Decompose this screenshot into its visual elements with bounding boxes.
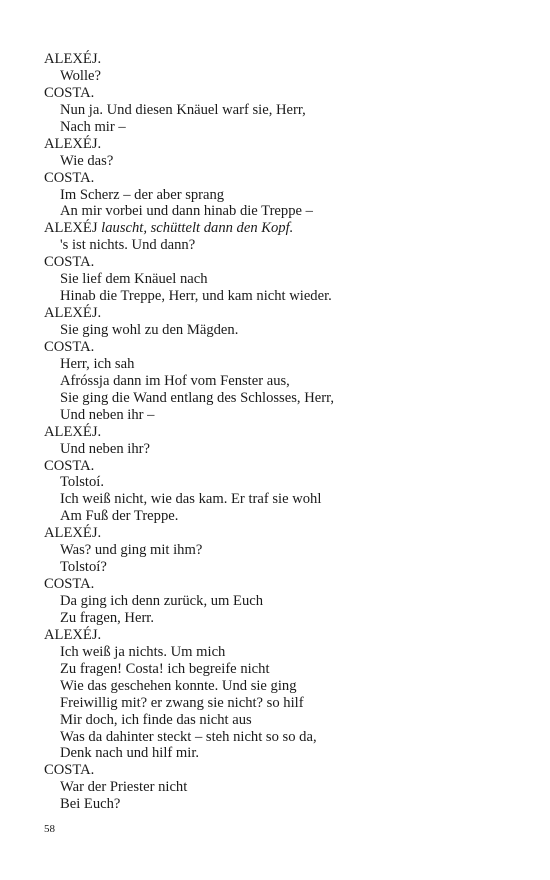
verse-line: Wie das geschehen konnte. Und sie ging [60,677,297,694]
verse-line: Ich weiß nicht, wie das kam. Er traf sie wohl [60,491,322,508]
verse-line: Hinab die Treppe, Herr, und kam nicht wieder. [60,288,332,305]
verse-line: Bei Euch? [60,796,121,813]
speaker-name: COSTA. [44,338,95,355]
speaker-name: ALEXÉJ. [44,626,102,643]
speaker-name: ALEXÉJ. [44,525,102,542]
verse-line: Mir doch, ich finde das nicht aus [60,711,252,728]
verse-line: Und neben ihr – [60,406,155,423]
verse-line: Freiwillig mit? er zwang sie nicht? so hilf [60,694,304,711]
verse-line: An mir vorbei und dann hinab die Treppe – [60,203,313,220]
verse-line: Sie ging die Wand entlang des Schlosses, Herr, [60,389,334,406]
speaker-name: ALEXÉJ. [44,423,102,440]
verse-line: Am Fuß der Treppe. [60,508,179,525]
verse-line: Sie ging wohl zu den Mägden. [60,322,239,338]
page-number: 58 [44,823,55,835]
speaker-name: ALEXÉJ. [44,51,102,67]
speaker-name: COSTA. [44,84,95,101]
verse-line: Sie lief dem Knäuel nach [60,271,208,288]
verse-line: Ich weiß ja nichts. Um mich [60,643,226,660]
verse-line: Im Scherz – der aber sprang [60,186,225,203]
verse-line: Herr, ich sah [60,355,135,372]
verse-line: Da ging ich denn zurück, um Euch [60,593,264,609]
speaker-name: ALEXÉJ [44,220,98,237]
speaker-name: COSTA. [44,254,95,271]
speaker-name: COSTA. [44,169,95,186]
speaker-name: ALEXÉJ. [44,305,102,322]
stage-direction: lauscht, schüttelt dann den Kopf. [101,220,294,237]
speaker-name: ALEXÉJ. [44,135,102,152]
verse-line: Zu fragen! Costa! ich begreife nicht [60,660,270,677]
verse-line: Zu fragen, Herr. [60,609,155,626]
speaker-with-stage-direction [44,220,514,237]
verse-line: Wolle? [60,67,101,84]
verse-line: Nun ja. Und diesen Knäuel warf sie, Herr, [60,101,306,118]
verse-line: Afróssja dann im Hof vom Fenster aus, [60,372,290,389]
speaker-name: COSTA. [44,457,95,474]
speaker-name: COSTA. [44,762,95,779]
verse-line: Was? und ging mit ihm? [60,542,203,559]
verse-line: War der Priester nicht [60,779,188,796]
verse-line: 's ist nichts. Und dann? [60,237,196,254]
verse-line: Nach mir – [60,118,126,135]
verse-line: Tolstoí. [60,474,104,491]
speaker-name: COSTA. [44,576,95,593]
play-text [44,51,514,813]
verse-line: Und neben ihr? [60,440,150,457]
verse-line: Wie das? [60,152,114,169]
verse-line: Denk nach und hilf mir. [60,745,200,762]
verse-line: Was da dahinter steckt – steh nicht so so da, [60,728,317,745]
verse-line: Tolstoí? [60,559,107,576]
